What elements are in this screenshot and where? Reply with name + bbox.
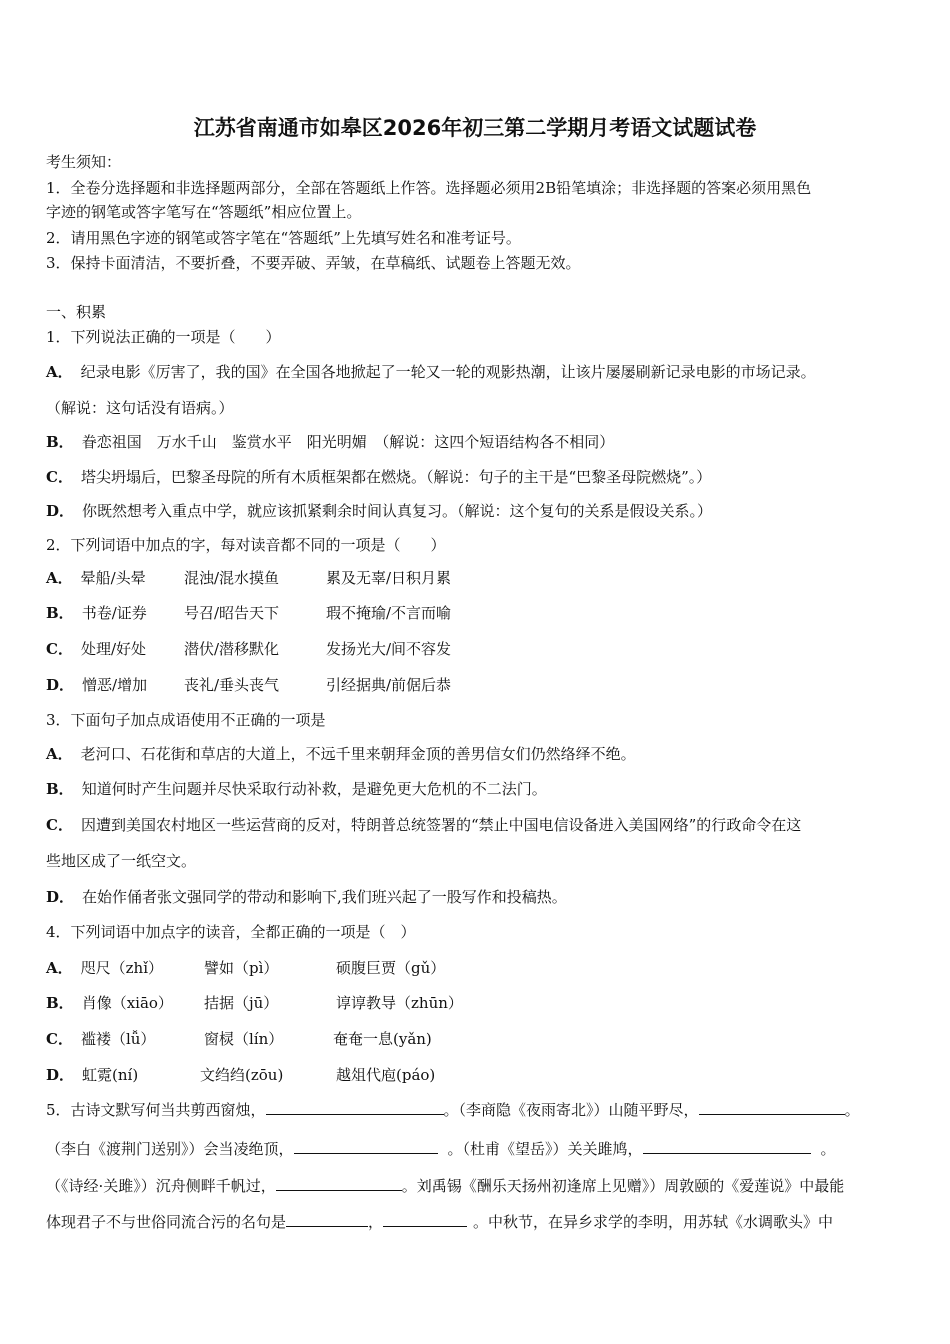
notice-item: 字迹的钢笔或答字笔写在“答题纸”相应位置上。 bbox=[46, 203, 362, 221]
option-label: A． bbox=[46, 363, 73, 381]
question-3-stem: 3．下面句子加点成语使用不正确的一项是 bbox=[46, 711, 326, 729]
option-text: 咫尺（zhǐ） bbox=[80, 959, 164, 977]
option-label: D． bbox=[46, 888, 75, 906]
q2-option-d bbox=[46, 675, 147, 695]
option-text: 譬如（pì） bbox=[204, 959, 279, 977]
q2-option-c bbox=[46, 639, 146, 659]
option-text: 谆谆教导（zhūn） bbox=[336, 994, 463, 1012]
text: 。中秋节，在异乡求学的李明，用苏轼《水调歌头》中 bbox=[473, 1213, 834, 1231]
text: ， bbox=[368, 1213, 384, 1231]
option-text: 褴褛（lǚ） bbox=[80, 1030, 156, 1048]
answer-blank[interactable] bbox=[266, 1100, 444, 1115]
q3-option-c-cont: 些地区成了一纸空文。 bbox=[46, 852, 197, 870]
answer-blank[interactable] bbox=[383, 1212, 467, 1227]
question-5-line bbox=[46, 1176, 844, 1196]
notice-item: 1．全卷分选择题和非选择题两部分，全部在答题纸上作答。选择题必须用2B铅笔填涂；非选择题的答案必须用黑色 bbox=[46, 179, 812, 197]
q3-option-b bbox=[46, 779, 547, 799]
q1-option-a-note: （解说：这句话没有语病。） bbox=[46, 399, 234, 417]
question-4-stem: 4．下列词语中加点字的读音，全都正确的一项是（ ） bbox=[46, 923, 416, 941]
text: （《诗经·关雎》）沉舟侧畔千帆过， bbox=[46, 1177, 276, 1195]
option-text: 拮据（jū） bbox=[204, 994, 279, 1012]
text: 体现君子不与世俗同流合污的名句是 bbox=[46, 1213, 287, 1231]
option-text: 虹霓(ní) bbox=[82, 1066, 139, 1084]
answer-blank[interactable] bbox=[294, 1139, 438, 1154]
option-text: 因遭到美国农村地区一些运营商的反对，特朗普总统签署的“禁止中国电信设备进入美国网络”的行政命令在这 bbox=[80, 816, 802, 834]
answer-blank[interactable] bbox=[286, 1212, 368, 1227]
text: （李白《渡荆门送别》）会当凌绝顶， bbox=[46, 1140, 294, 1158]
question-5-line bbox=[46, 1139, 836, 1159]
q1-option-a bbox=[46, 362, 816, 382]
option-text: 肖像（xiāo） bbox=[81, 994, 173, 1012]
option-label: B． bbox=[46, 433, 74, 451]
text: 。刘禹锡《酬乐天扬州初逢席上见赠》）周敦颐的《爱莲说》中最能 bbox=[401, 1177, 845, 1195]
option-label: C． bbox=[46, 1030, 73, 1048]
option-text: 累及无辜/日积月累 bbox=[326, 569, 452, 587]
option-label: B． bbox=[46, 994, 74, 1012]
q1-option-d bbox=[46, 501, 712, 521]
option-text: 瑕不掩瑜/不言而喻 bbox=[326, 604, 452, 622]
notice-item: 3．保持卡面清洁，不要折叠，不要弄破、弄皱，在草稿纸、试题卷上答题无效。 bbox=[46, 254, 581, 272]
answer-blank[interactable] bbox=[643, 1139, 811, 1154]
option-text: 纪录电影《厉害了，我的国》在全国各地掀起了一轮又一轮的观影热潮，让该片屡屡刷新记录电影的市场记录。 bbox=[80, 363, 816, 381]
page-title: 江苏省南通市如皋区2026年初三第二学期月考语文试题试卷 bbox=[193, 116, 757, 140]
option-label: D． bbox=[46, 676, 75, 694]
option-text: 丧礼/垂头丧气 bbox=[184, 676, 280, 694]
option-label: A． bbox=[46, 745, 73, 763]
q3-option-a bbox=[46, 744, 636, 764]
q1-option-b bbox=[46, 432, 614, 452]
q4-option-a bbox=[46, 958, 163, 978]
q3-option-d bbox=[46, 887, 567, 907]
option-text: 眷恋祖国 万水千山 鉴赏水平 阳光明媚 （解说：这四个短语结构各不相同） bbox=[81, 433, 615, 451]
option-label: B． bbox=[46, 780, 74, 798]
q4-option-b bbox=[46, 993, 173, 1013]
option-text: 老河口、石花街和草店的大道上，不远千里来朝拜金顶的善男信女们仍然络绎不绝。 bbox=[80, 745, 636, 763]
section-heading: 一、积累 bbox=[46, 303, 107, 321]
question-1-stem: 1．下列说法正确的一项是（ ） bbox=[46, 328, 281, 346]
option-text: 处理/好处 bbox=[80, 640, 147, 658]
answer-blank[interactable] bbox=[699, 1100, 845, 1115]
q2-option-a bbox=[46, 568, 146, 588]
option-text: 憎恶/增加 bbox=[82, 676, 148, 694]
option-text: 发扬光大/间不容发 bbox=[326, 640, 452, 658]
option-text: 引经据典/前倨后恭 bbox=[326, 676, 452, 694]
notice-heading: 考生须知： bbox=[46, 153, 122, 171]
text: 。（李商隐《夜雨寄北》）山随平野尽， bbox=[443, 1101, 699, 1119]
q2-option-b bbox=[46, 603, 147, 623]
option-text: 混浊/混水摸鱼 bbox=[184, 569, 280, 587]
option-text: 你既然想考入重点中学，就应该抓紧剩余时间认真复习。（解说：这个复句的关系是假设关系。） bbox=[82, 502, 713, 520]
option-label: B． bbox=[46, 604, 74, 622]
text: 。 bbox=[844, 1101, 860, 1119]
q3-option-c bbox=[46, 815, 801, 835]
option-text: 窗棂（lín） bbox=[204, 1030, 284, 1048]
option-text: 号召/昭告天下 bbox=[184, 604, 280, 622]
option-text: 潜伏/潜移默化 bbox=[184, 640, 280, 658]
text: 。（杜甫《望岳》）关关雎鸠， bbox=[447, 1140, 643, 1158]
option-label: D． bbox=[46, 502, 75, 520]
option-text: 书卷/证券 bbox=[81, 604, 147, 622]
option-text: 越俎代庖(páo) bbox=[336, 1066, 436, 1084]
option-text: 奄奄一息(yǎn) bbox=[333, 1030, 432, 1048]
q4-option-d bbox=[46, 1065, 138, 1085]
text: 5．古诗文默写何当共剪西窗烛， bbox=[46, 1101, 266, 1119]
option-text: 塔尖坍塌后，巴黎圣母院的所有木质框架都在燃烧。（解说：句子的主干是“巴黎圣母院燃烧”。） bbox=[80, 468, 712, 486]
question-2-stem: 2．下列词语中加点的字，每对读音都不同的一项是（ ） bbox=[46, 536, 446, 554]
option-label: A． bbox=[46, 569, 73, 587]
text: 。 bbox=[820, 1140, 836, 1158]
question-5-line bbox=[46, 1100, 860, 1120]
option-text: 晕船/头晕 bbox=[80, 569, 146, 587]
option-label: C． bbox=[46, 816, 73, 834]
option-text: 知道何时产生问题并尽快采取行动补救，是避免更大危机的不二法门。 bbox=[81, 780, 547, 798]
option-text: 文绉绉(zōu) bbox=[200, 1066, 284, 1084]
option-label: D． bbox=[46, 1066, 75, 1084]
q4-option-c bbox=[46, 1029, 155, 1049]
option-label: C． bbox=[46, 468, 73, 486]
notice-item: 2．请用黑色字迹的钢笔或答字笔在“答题纸”上先填写姓名和准考证号。 bbox=[46, 229, 521, 247]
option-text: 在始作俑者张文强同学的带动和影响下,我们班兴起了一股写作和投稿热。 bbox=[82, 888, 567, 906]
option-label: C． bbox=[46, 640, 73, 658]
option-text: 硕腹巨贾（gǔ） bbox=[336, 959, 446, 977]
answer-blank[interactable] bbox=[276, 1176, 402, 1191]
question-5-line bbox=[46, 1212, 833, 1232]
q1-option-c bbox=[46, 467, 711, 487]
option-label: A． bbox=[46, 959, 73, 977]
